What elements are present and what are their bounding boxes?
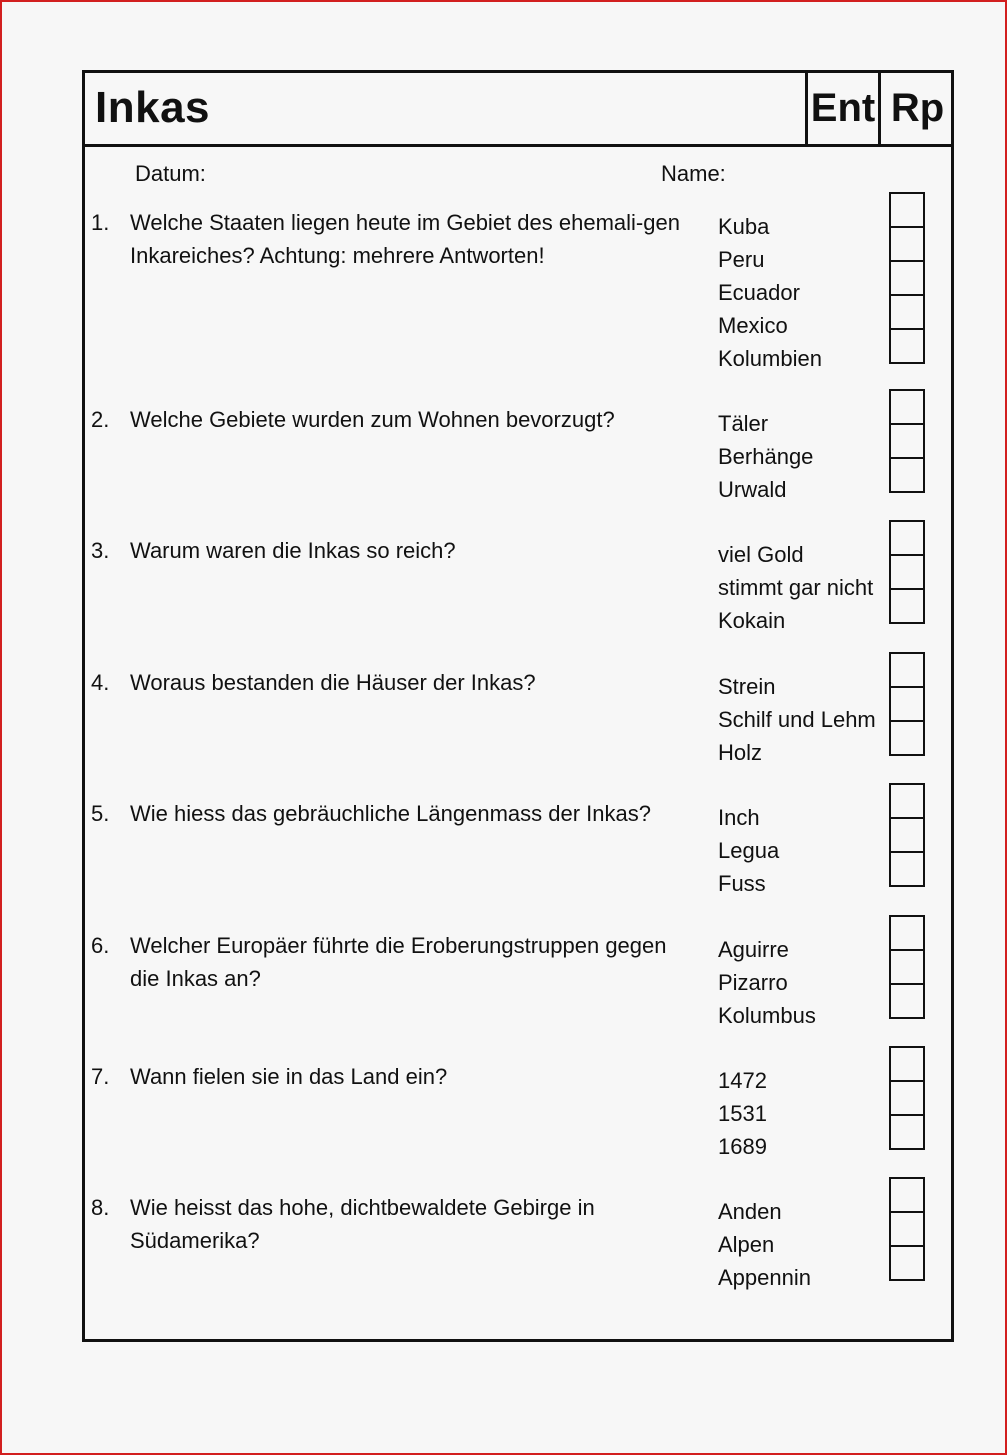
answer-checkbox[interactable] <box>891 951 923 985</box>
answer-checkbox[interactable] <box>891 785 923 819</box>
answer-checkbox[interactable] <box>891 330 923 364</box>
answer-checkbox[interactable] <box>891 228 923 262</box>
answer-checkbox[interactable] <box>891 391 923 425</box>
answer-options <box>718 407 813 506</box>
answer-checkbox[interactable] <box>891 262 923 296</box>
answer-option-label: Ecuador <box>718 280 800 305</box>
header-cell-ent: Ent <box>805 73 878 144</box>
answer-checkbox[interactable] <box>891 722 923 756</box>
answer-checkbox[interactable] <box>891 654 923 688</box>
answer-checkbox[interactable] <box>891 688 923 722</box>
answer-checkbox-column <box>889 915 925 1019</box>
answer-option-label: Mexico <box>718 313 788 338</box>
answer-checkbox[interactable] <box>891 522 923 556</box>
answer-option-label: Kokain <box>718 608 786 633</box>
answer-option-label: Inch <box>718 805 760 830</box>
answer-checkbox-column <box>889 192 925 364</box>
question-number: 6. <box>91 933 110 958</box>
answer-option-label: Täler <box>718 411 769 436</box>
question-text: Welche Gebiete wurden zum Wohnen bevorzugt? <box>130 407 615 432</box>
worksheet-header <box>85 73 951 147</box>
name-label: Name: <box>661 161 726 186</box>
answer-option-label: Legua <box>718 838 780 863</box>
answer-checkbox[interactable] <box>891 917 923 951</box>
answer-checkbox[interactable] <box>891 1082 923 1116</box>
answer-option-label: Pizarro <box>718 970 788 995</box>
answer-checkbox-column <box>889 1046 925 1150</box>
answer-checkbox[interactable] <box>891 1048 923 1082</box>
answer-option-label: Schilf und Lehm <box>718 707 876 732</box>
answer-option-label: Peru <box>718 247 765 272</box>
question-number: 4. <box>91 670 110 695</box>
answer-options <box>718 670 876 769</box>
answer-checkbox-column <box>889 652 925 756</box>
question-number: 2. <box>91 407 110 432</box>
answer-options <box>718 210 822 375</box>
answer-checkbox[interactable] <box>891 425 923 459</box>
worksheet-title: Inkas <box>95 83 211 132</box>
answer-options <box>718 1064 767 1163</box>
question-number: 7. <box>91 1064 110 1089</box>
answer-option-label: Holz <box>718 740 763 765</box>
answer-option-label: Kuba <box>718 214 770 239</box>
answer-checkbox[interactable] <box>891 1213 923 1247</box>
answer-checkbox[interactable] <box>891 819 923 853</box>
answer-option-label: Strein <box>718 674 776 699</box>
answer-options <box>718 1195 811 1294</box>
answer-checkbox[interactable] <box>891 1179 923 1213</box>
answer-checkbox-column <box>889 520 925 624</box>
answer-checkbox[interactable] <box>891 985 923 1019</box>
answer-option-label: Appennin <box>718 1265 811 1290</box>
answer-option-label: Fuss <box>718 871 766 896</box>
question-number: 3. <box>91 538 110 563</box>
answer-option-label: 1472 <box>718 1068 767 1093</box>
answer-option-label: Alpen <box>718 1232 775 1257</box>
answer-checkbox[interactable] <box>891 590 923 624</box>
answer-option-label: Anden <box>718 1199 782 1224</box>
answer-option-label: Kolumbus <box>718 1003 816 1028</box>
question-text: Welche Staaten liegen heute im Gebiet des ehemali-gen Inkareiches? Achtung: mehrere Antworten! <box>130 210 680 268</box>
answer-option-label: Kolumbien <box>718 346 822 371</box>
worksheet <box>82 70 954 1342</box>
header-cell-rp: Rp <box>878 73 954 144</box>
answer-option-label: 1689 <box>718 1134 767 1159</box>
answer-checkbox[interactable] <box>891 556 923 590</box>
answer-option-label: stimmt gar nicht <box>718 575 874 600</box>
answer-option-label: Berhänge <box>718 444 814 469</box>
answer-option-label: Urwald <box>718 477 787 502</box>
question-number: 8. <box>91 1195 110 1220</box>
question-text: Wie heisst das hohe, dichtbewaldete Gebirge in Südamerika? <box>130 1195 595 1253</box>
question-number: 5. <box>91 801 110 826</box>
answer-checkbox[interactable] <box>891 1247 923 1281</box>
answer-checkbox[interactable] <box>891 853 923 887</box>
question-text: Woraus bestanden die Häuser der Inkas? <box>130 670 536 695</box>
answer-options <box>718 801 779 900</box>
answer-option-label: Aguirre <box>718 937 789 962</box>
answer-checkbox[interactable] <box>891 296 923 330</box>
question-text: Warum waren die Inkas so reich? <box>130 538 456 563</box>
question-text: Wie hiess das gebräuchliche Längenmass der Inkas? <box>130 801 651 826</box>
answer-option-label: viel Gold <box>718 542 804 567</box>
answer-checkbox-column <box>889 389 925 493</box>
answer-checkbox[interactable] <box>891 194 923 228</box>
answer-checkbox-column <box>889 783 925 887</box>
question-number: 1. <box>91 210 110 235</box>
datum-label: Datum: <box>135 161 206 186</box>
answer-options <box>718 933 816 1032</box>
answer-checkbox[interactable] <box>891 459 923 493</box>
answer-options <box>718 538 873 637</box>
answer-checkbox[interactable] <box>891 1116 923 1150</box>
answer-checkbox-column <box>889 1177 925 1281</box>
question-text: Wann fielen sie in das Land ein? <box>130 1064 448 1089</box>
answer-option-label: 1531 <box>718 1101 767 1126</box>
question-text: Welcher Europäer führte die Eroberungstruppen gegen die Inkas an? <box>130 933 667 991</box>
